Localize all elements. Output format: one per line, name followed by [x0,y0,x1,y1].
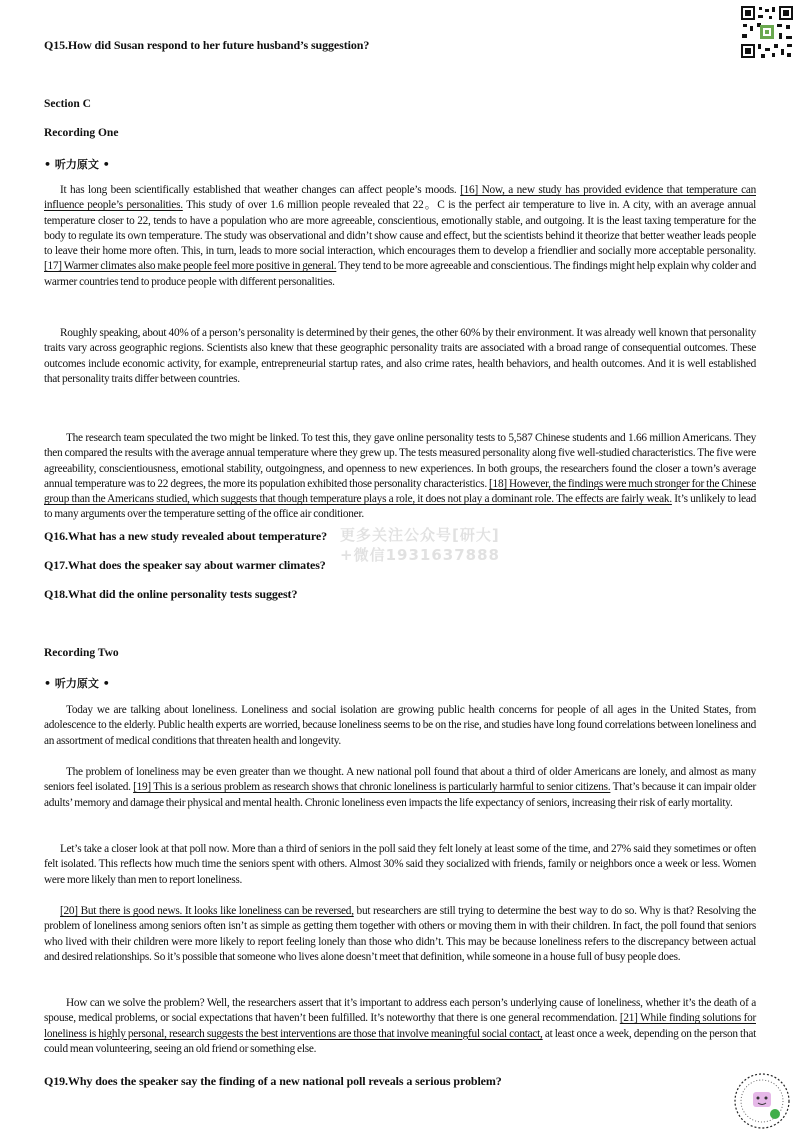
transcript-label-1: • 听力原文 • [44,158,110,171]
section-heading: Section C [44,98,91,110]
answer-20-underline: [20] But there is good news. It looks like loneliness can be reversed, [60,905,354,917]
question-16: Q16.What has a new study revealed about temperature? [44,529,328,543]
question-18: Q18.What did the online personality tests suggest? [44,587,298,601]
answer-16-underline: [16] Now, a new study has provided evidence that temperature can influence people’s personalities. [44,184,756,212]
watermark-line-2: +微信1931637888 [340,546,500,564]
round-seal-logo [733,1072,791,1130]
answer-19-underline: [19] This is a serious problem as research shows that chronic loneliness is particularly harmful to senior citizens. [133,781,611,794]
recording-two-title: Recording Two [44,647,119,659]
recording-two-paragraph-2: The problem of loneliness may be even greater than we thought. A new national poll found that about a third of older Americans are lonely, and almost as many seniors feel isolated. [19] This is a serious problem as research shows that chronic loneliness is particularly harmful to senior citizens. That’s because it can impair older adults’ memory and damage their physical and mental health. Chronic loneliness even impacts the life expectancy of seniors, increasing their risk of early mortality. [44,766,756,809]
answer-18-underline: [18] However, the findings were much stronger for the Chinese group than the Americans studied, which suggests that though temperature plays a role, it does not play a dominant role. The effects are fairly weak. [44,477,756,506]
recording-one-title: Recording One [44,127,119,139]
qr-code-image [739,4,795,60]
recording-two-paragraph-3: Let’s take a closer look at that poll now. More than a third of seniors in the poll said they felt lonely at least some of the time, and 27% said they sometimes or often felt isolated. This reflects how much time the seniors spent with others. Almost 30% said they socialized with friends, family or neighbors once a week or less. Women were more likely than men to report loneliness. [44,843,756,886]
recording-one-paragraph-3: The research team speculated the two might be linked. To test this, they gave online personality tests to 5,587 Chinese students and 1.66 million Americans. They then compared the results with the average annual temperature where they grew up. The tests measured personality along five well-studied characteristics. The five were agreeability, conscientiousness, emotional stability, outgoingness, and openness to new experiences. In both groups, the researchers found the closer a town’s average annual temperature was to 22 degrees, the more its population exhibited those personality characteristics. [18] However, the findings were much stronger for the Chinese group than the Americans studied, which suggests that though temperature plays a role, it does not play a dominant role. The effects are fairly weak. It’s unlikely to lead to many arguments over the temperature setting of the office air conditioner. [44,432,757,521]
answer-21-underline: [21] While finding solutions for loneliness is highly personal, research suggests the best interventions are those that involve meaningful social contact, [44,1012,756,1040]
question-17: Q17.What does the speaker say about warmer climates? [44,558,326,572]
transcript-label-2: • 听力原文 • [44,677,110,690]
watermark [340,525,540,565]
question-15: Q15.How did Susan respond to her future husband’s suggestion? [44,38,370,52]
answer-17-underline: [17] Warmer climates also make people feel more positive in general. [44,260,337,273]
question-19: Q19.Why does the speaker say the finding of a new national poll reveals a serious problem? [44,1074,502,1088]
recording-one-paragraph-1: It has long been scientifically established that weather changes can affect people’s moods. [16] Now, a new study has provided evidence that temperature can influence people’s personalities. This study of over 1.6 million people revealed that 22。C is the perfect air temperature to live in. A city, with an average annual temperature closer to 22, tends to have a population who are more agreeable, conscientious, emotionally stable, and outgoing. It is the least taxing temperature for the body to regulate its own temperature. The study was observational and didn’t show cause and effect, but the scientists behind it theorize that better weather leads people to leave their home more often. This, in turn, leads to more social interaction, which encourages them to develop a friendlier and socially more acceptable personality. [17] Warmer climates also make people feel more positive in general. They tend to be more agreeable and conscientious. The findings might help explain why colder and warmer countries tend to produce people with different personalities. [44,184,756,288]
recording-two-paragraph-4: [20] But there is good news. It looks like loneliness can be reversed, but researchers are still trying to determine the best way to do so. Why is that? Resolving the problem of loneliness among seniors often isn’t as simple as getting them together with others or moving them in with their children. In fact, the poll found that seniors who lived with their children were more likely to report feeling lonely than those who didn’t. This may be because loneliness refers to the discrepancy between actual and desired relationships. So it’s possible that someone who lives alone doesn’t meet that definition, while someone in a house full of busy people does. [44,905,756,963]
recording-one-paragraph-2: Roughly speaking, about 40% of a person’s personality is determined by their genes, the other 60% by their environment. It was already well known that personality traits vary across geographic regions. Scientists also knew that these geographic personality traits are associated with a broad range of consequential outcomes. These outcomes include economic activity, for example, entrepreneurial startup rates, and also crime rates, health behaviors, and health outcomes. And it is well established that personality traits differ between countries. [44,327,756,385]
recording-two-paragraph-5: How can we solve the problem? Well, the researchers assert that it’s important to address each person’s underlying cause of loneliness, whether it’s the death of a spouse, medical problems, or social expectations that haven’t been fulfilled. It’s noteworthy that there is one general recommendation. [21] While finding solutions for loneliness is highly personal, research suggests the best interventions are those that involve meaningful social contact, at least once a week, depending on the person that could mean volunteering, seeing an old friend or something else. [44,997,757,1055]
recording-two-paragraph-1: Today we are talking about loneliness. Loneliness and social isolation are growing public health concerns for people of all ages in the United States, from adolescence to the elderly. Public health experts are worried, because loneliness seems to be on the rise, and studies have long found correlations between loneliness and an assortment of medical conditions that threaten health and longevity. [44,704,756,747]
watermark-line-1: 更多关注公众号[研大] [340,526,500,544]
